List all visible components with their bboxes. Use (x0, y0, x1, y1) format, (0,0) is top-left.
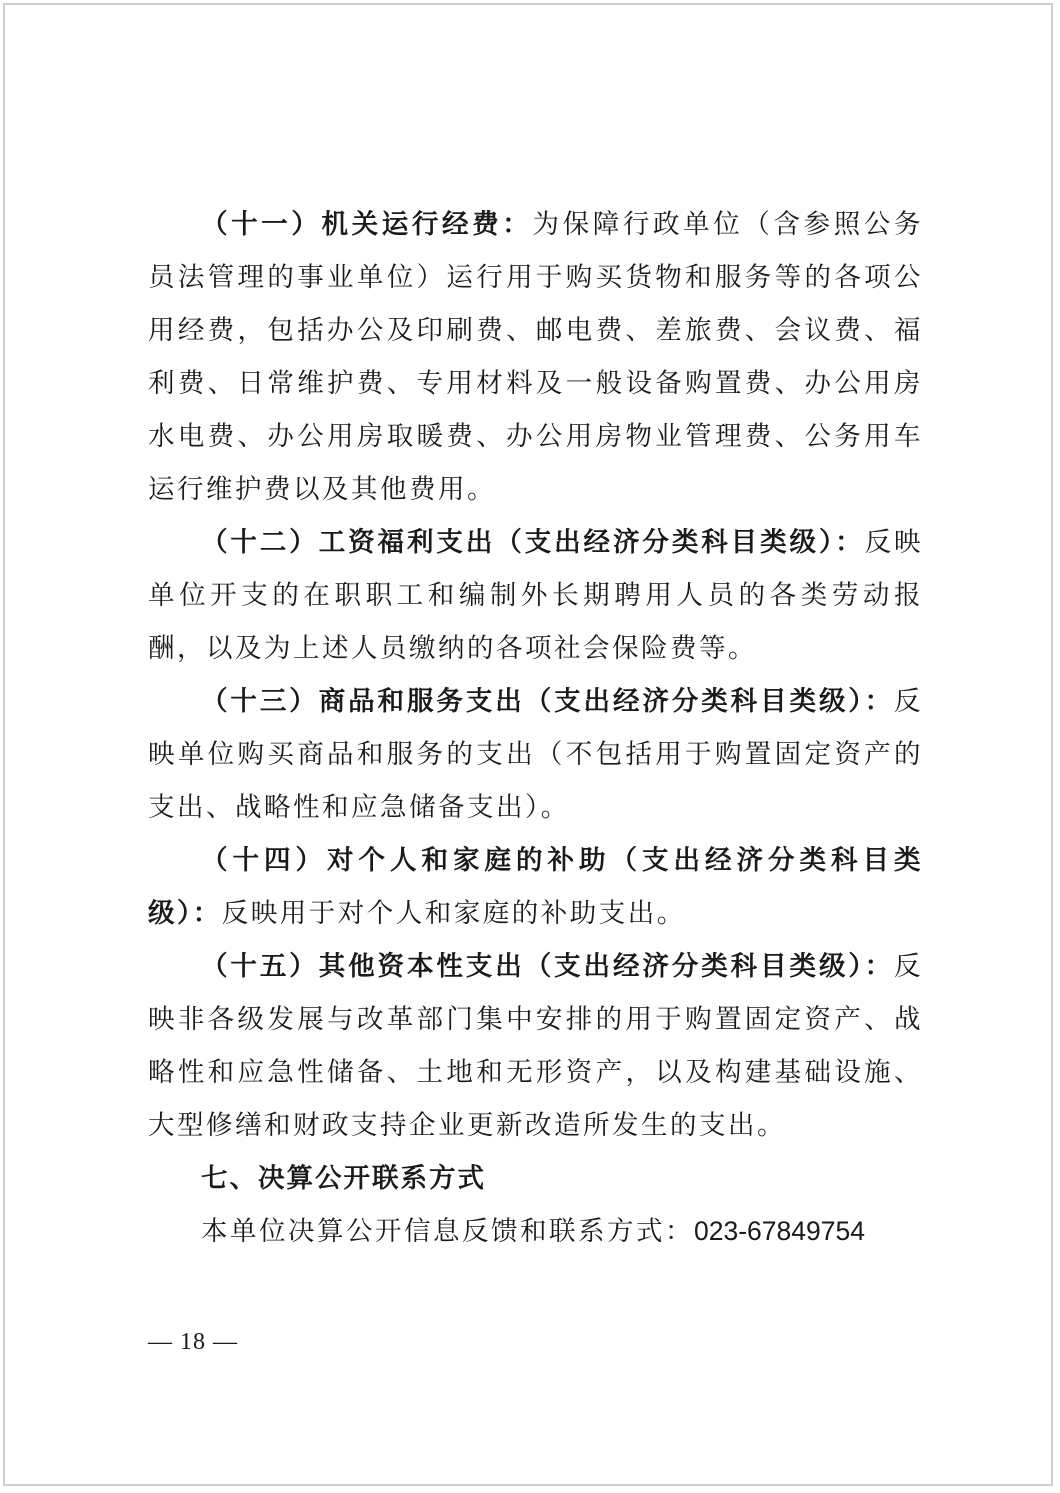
paragraph-wage-welfare (148, 516, 923, 675)
paragraph-admin-operating-expenses (148, 198, 923, 516)
paragraph-text: 反映非各级发展与改革部门集中安排的用于购置固定资产、战略性和应急性储备、土地和无形资产，以及构建基础设施、大型修缮和财政支持企业更新改造所发生的支出。 (148, 951, 923, 1141)
section-heading: 七、决算公开联系方式 (201, 1163, 486, 1194)
paragraph-text: 反映单位购买商品和服务的支出（不包括用于购置固定资产的支出、战略性和应急储备支出）。 (148, 686, 923, 823)
paragraph-text: 反映用于对个人和家庭的补助支出。 (221, 898, 686, 929)
page-number: — 18 — (148, 1329, 238, 1355)
contact-label: 本单位决算公开信息反馈和联系方式： (201, 1216, 694, 1247)
paragraph-lead: （十五）其他资本性支出（支出经济分类科目类级）： (201, 951, 894, 982)
paragraph-lead: （十一）机关运行经费： (201, 209, 533, 240)
paragraph-lead: （十二）工资福利支出（支出经济分类科目类级）： (201, 527, 865, 558)
paragraph-text: 为保障行政单位（含参照公务员法管理的事业单位）运行用于购买货物和服务等的各项公用经费，包括办公及印刷费、邮电费、差旅费、会议费、福利费、日常维护费、专用材料及一般设备购置费、办公用房水电费、办公用房取暖费、办公用房物业管理费、公务用车运行维护费以及其他费用。 (148, 209, 924, 505)
contact-line (148, 1205, 923, 1258)
paragraph-lead: （十三）商品和服务支出（支出经济分类科目类级）： (201, 686, 894, 717)
paragraph-household-subsidy (148, 834, 923, 940)
paragraph-text: 反映单位开支的在职职工和编制外长期聘用人员的各类劳动报酬，以及为上述人员缴纳的各项社会保险费等。 (148, 527, 924, 664)
contact-phone: 023-67849754 (694, 1216, 865, 1246)
document-body (148, 198, 923, 1258)
paragraph-other-capital (148, 940, 923, 1152)
paragraph-lead: （十四）对个人和家庭的补助（支出经济分类科目类级）： (148, 845, 923, 929)
paragraph-goods-services (148, 675, 923, 834)
